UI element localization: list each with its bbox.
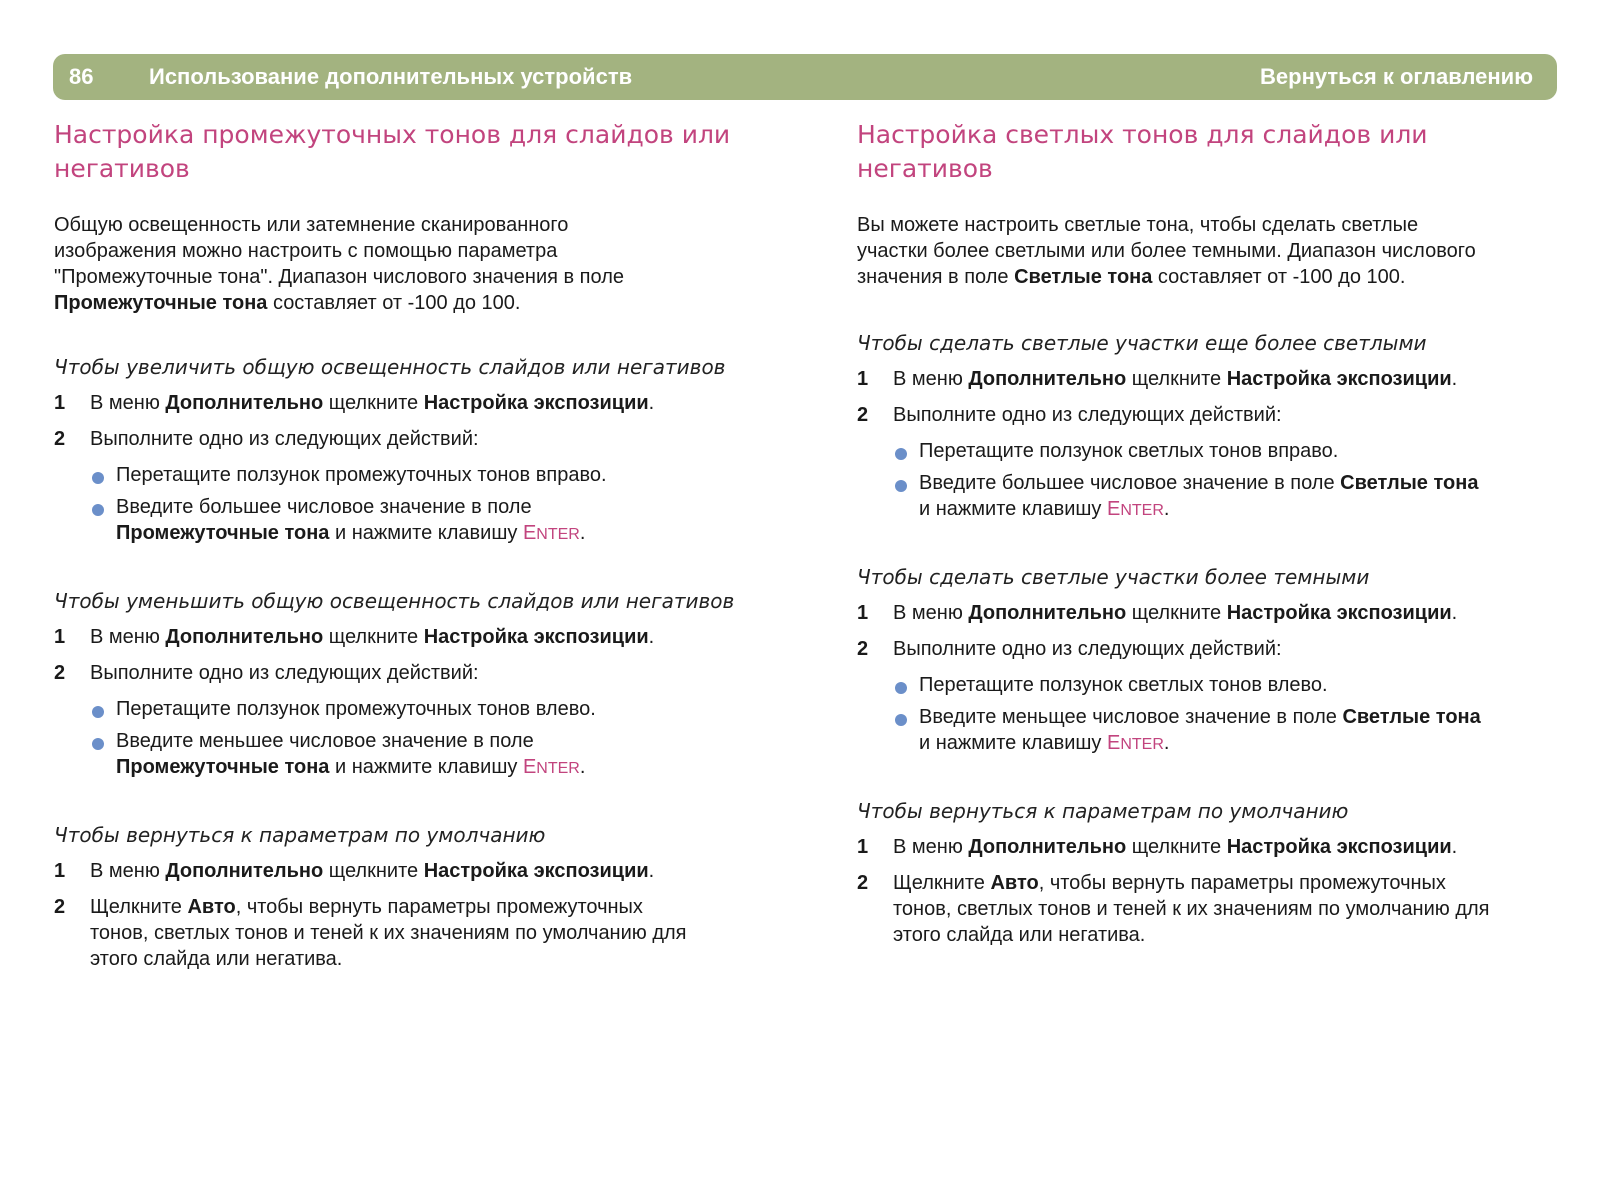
left-sec2-bullet2: Введите меньшее числовое значение в поле Промежуточные тона и нажмите клавишу ENTER. (54, 728, 774, 782)
left-sec1-bullet1: Перетащите ползунок промежуточных тонов вправо. (54, 462, 774, 488)
enter-key-label: ENTER (522, 756, 580, 778)
enter-key-label: ENTER (1106, 498, 1164, 520)
page-number: 86 (69, 64, 94, 89)
bullet-icon (92, 738, 104, 750)
right-heading: Настройка светлых тонов для слайдов или негативов (857, 120, 1428, 183)
page-header (53, 54, 1557, 100)
right-sec3-step2: 2 Щелкните Авто, чтобы вернуть параметры промежуточных тонов, светлых тонов и теней к их значениям по умолчанию для этого слайда или негатива. (857, 872, 1490, 946)
bullet-icon (895, 480, 907, 492)
left-sec2-step2: 2 Выполните одно из следующих действий: (54, 662, 479, 684)
right-sec2-step2: 2 Выполните одно из следующих действий: (857, 638, 1282, 660)
enter-key-label: ENTER (522, 522, 580, 544)
left-sec3-step2: 2 Щелкните Авто, чтобы вернуть параметры промежуточных тонов, светлых тонов и теней к их значениям по умолчанию для этого слайда или негатива. (54, 896, 687, 970)
bullet-icon (92, 706, 104, 718)
right-sec2-title: Чтобы сделать светлые участки более темными (857, 565, 1370, 589)
left-sec3-title: Чтобы вернуться к параметрам по умолчанию (54, 823, 546, 847)
right-sec2-bullet2: Введите меньщее числовое значение в поле Светлые тона и нажмите клавишу ENTER. (857, 704, 1557, 758)
bullet-icon (895, 448, 907, 460)
right-column (857, 118, 1557, 948)
left-sec2-title: Чтобы уменьшить общую освещенность слайдов или негативов (54, 589, 735, 613)
right-sec1-step1: 1 В меню Дополнительно щелкните Настройка экспозиции. (857, 368, 1458, 390)
left-sec3-step1: 1 В меню Дополнительно щелкните Настройка экспозиции. (54, 860, 655, 882)
back-to-contents-link[interactable]: Вернуться к оглавлению (1260, 64, 1533, 89)
right-sec2-bullet1: Перетащите ползунок светлых тонов влево. (857, 672, 1557, 698)
left-sec1-title: Чтобы увеличить общую освещенность слайдов или негативов (54, 355, 726, 379)
right-sec1-bullet2: Введите большее числовое значение в поле Светлые тона и нажмите клавишу ENTER. (857, 470, 1557, 524)
right-sec1-bullet1: Перетащите ползунок светлых тонов вправо. (857, 438, 1557, 464)
bullet-icon (92, 504, 104, 516)
right-sec3-title: Чтобы вернуться к параметрам по умолчанию (857, 799, 1349, 823)
bullet-icon (895, 714, 907, 726)
left-intro: Общую освещенность или затемнение сканированного изображения можно настроить с помощью параметра "Промежуточные тона". Диапазон числового значения в поле Промежуточные тона составляет от -100 до 100. (54, 214, 624, 314)
bullet-icon (895, 682, 907, 694)
left-heading: Настройка промежуточных тонов для слайдов или негативов (54, 120, 731, 183)
left-sec1-step2: 2 Выполните одно из следующих действий: (54, 428, 479, 450)
left-column (54, 118, 774, 972)
right-sec1-step2: 2 Выполните одно из следующих действий: (857, 404, 1282, 426)
right-sec1-title: Чтобы сделать светлые участки еще более светлыми (857, 331, 1427, 355)
left-sec2-step1: 1 В меню Дополнительно щелкните Настройка экспозиции. (54, 626, 655, 648)
left-sec2-bullet1: Перетащите ползунок промежуточных тонов влево. (54, 696, 774, 722)
left-sec1-bullet2: Введите большее числовое значение в поле Промежуточные тона и нажмите клавишу ENTER. (54, 494, 774, 548)
left-sec1-step1: 1 В меню Дополнительно щелкните Настройка экспозиции. (54, 392, 655, 414)
right-sec2-step1: 1 В меню Дополнительно щелкните Настройка экспозиции. (857, 602, 1458, 624)
right-intro: Вы можете настроить светлые тона, чтобы сделать светлые участки более светлыми или более темными. Диапазон числового значения в поле Светлые тона составляет от -100 до 100. (857, 214, 1476, 288)
chapter-title: Использование дополнительных устройств (149, 64, 633, 89)
right-sec3-step1: 1 В меню Дополнительно щелкните Настройка экспозиции. (857, 836, 1458, 858)
enter-key-label: ENTER (1106, 732, 1164, 754)
bullet-icon (92, 472, 104, 484)
